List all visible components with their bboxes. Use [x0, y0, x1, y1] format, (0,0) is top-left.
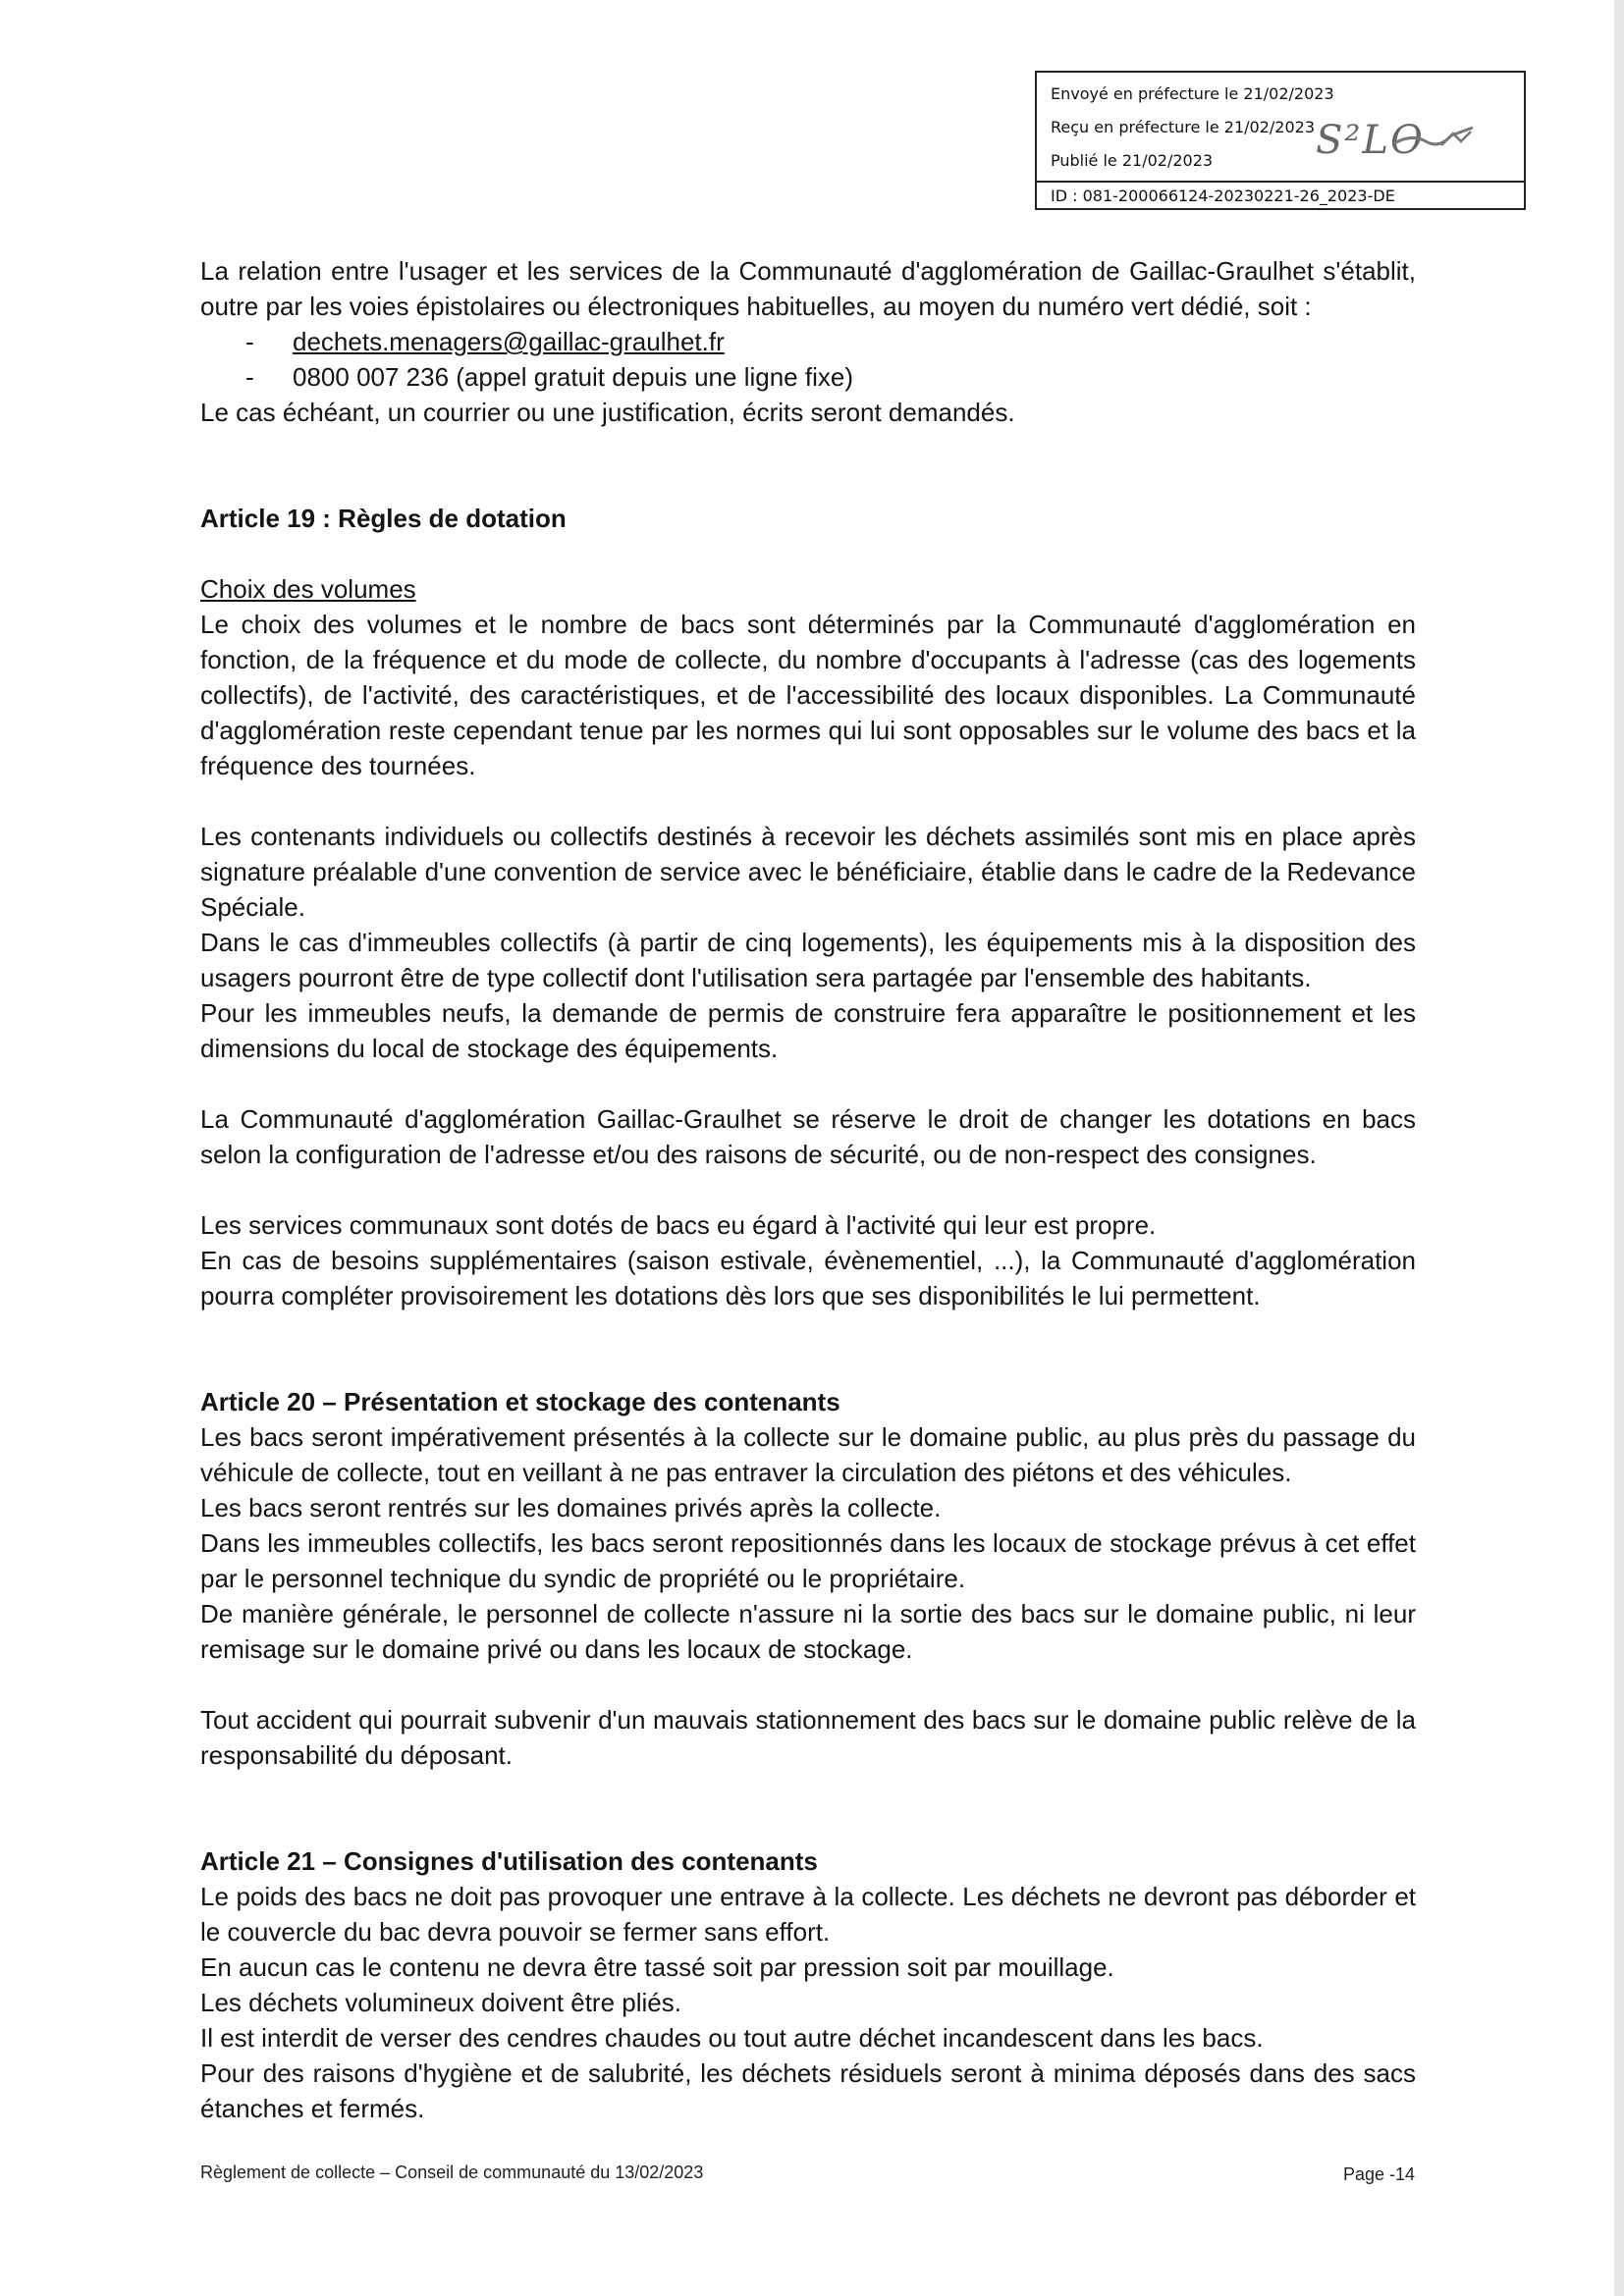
article21-p1: Le poids des bacs ne doit pas provoquer une entrave à la collecte. Les déchets ne devront pas déborder et le couvercle du bac devra pouvoir se fermer sans effort. [200, 1882, 1416, 1947]
stamp-published: Publié le 21/02/2023 [1051, 151, 1214, 170]
article19-p3: Dans le cas d'immeubles collectifs (à partir de cinq logements), les équipements mis à la disposition des usagers pourront être de type collectif dont l'utilisation sera partagée par l'ensemble des habitants. [200, 928, 1416, 992]
document-body [200, 253, 1416, 2126]
article21-p3: Les déchets volumineux doivent être pliés. [200, 1988, 681, 2017]
signature-logo: S²LO [1316, 118, 1425, 163]
article19-p7: En cas de besoins supplémentaires (saison estivale, évènementiel, ...), la Communauté d'agglomération pourra compléter provisoirement les dotations dès lors que ses disponibilités le lui permettent. [200, 1246, 1416, 1310]
footer-page-number: Page -14 [1343, 2164, 1416, 2184]
intro-closing: Le cas échéant, un courrier ou une justification, écrits seront demandés. [200, 398, 1015, 427]
article20-p5: Tout accident qui pourrait subvenir d'un mauvais stationnement des bacs sur le domaine public relève de la responsabilité du déposant. [200, 1705, 1416, 1770]
article19-p4: Pour les immeubles neufs, la demande de permis de construire fera apparaître le positionnement et les dimensions du local de stockage des équipements. [200, 998, 1416, 1063]
contact-email-item: - dechets.menagers@gaillac-graulhet.fr [245, 327, 725, 356]
article19-p6: Les services communaux sont dotés de bacs eu égard à l'activité qui leur est propre. [200, 1210, 1157, 1240]
article19-p5: La Communauté d'agglomération Gaillac-Graulhet se réserve le droit de changer les dotations en bacs selon la configuration de l'adresse et/ou des raisons de sécurité, ou de non-respect des consignes. [200, 1104, 1416, 1169]
article21-title: Article 21 – Consignes d'utilisation des contenants [200, 1846, 818, 1876]
signature-flourish-icon [1392, 124, 1475, 153]
contact-email-link[interactable]: dechets.menagers@gaillac-graulhet.fr [293, 327, 725, 356]
stamp-received: Reçu en préfecture le 21/02/2023 [1051, 118, 1315, 136]
stamp-id: ID : 081-200066124-20230221-26_2023-DE [1037, 181, 1524, 205]
article20-title: Article 20 – Présentation et stockage des contenants [200, 1387, 840, 1416]
article21-p5: Pour des raisons d'hygiène et de salubrité, les déchets résiduels seront à minima déposés dans des sacs étanches et fermés. [200, 2058, 1416, 2123]
article20-p4: De manière générale, le personnel de collecte n'assure ni la sortie des bacs sur le domaine public, ni leur remisage sur le domaine privé ou dans les locaux de stockage. [200, 1599, 1416, 1664]
article20-p1: Les bacs seront impérativement présentés à la collecte sur le domaine public, au plus près du passage du véhicule de collecte, tout en veillant à ne pas entraver la circulation des piétons et des véhicules. [200, 1422, 1416, 1487]
intro-paragraph: La relation entre l'usager et les services de la Communauté d'agglomération de Gaillac-Graulhet s'établit, outre par les voies épistolaires ou électroniques habituelles, au moyen du numéro vert dédié, soit : [200, 256, 1416, 321]
stamp-sent: Envoyé en préfecture le 21/02/2023 [1051, 84, 1334, 103]
contact-phone-item: - 0800 007 236 (appel gratuit depuis une ligne fixe) [245, 362, 853, 392]
scan-edge [1614, 0, 1624, 2296]
article21-p4: Il est interdit de verser des cendres chaudes ou tout autre déchet incandescent dans les bacs. [200, 2023, 1264, 2053]
article19-subtitle: Choix des volumes [200, 574, 416, 604]
article20-p2: Les bacs seront rentrés sur les domaines privés après la collecte. [200, 1493, 942, 1522]
article20-p3: Dans les immeubles collectifs, les bacs seront repositionnés dans les locaux de stockage prévus à cet effet par le personnel technique du syndic de propriété ou le propriétaire. [200, 1528, 1416, 1593]
contact-phone: 0800 007 236 (appel gratuit depuis une ligne fixe) [293, 362, 853, 392]
article19-title: Article 19 : Règles de dotation [200, 504, 567, 533]
article19-p1: Le choix des volumes et le nombre de bacs sont déterminés par la Communauté d'agglomération en fonction, de la fréquence et du mode de collecte, du nombre d'occupants à l'adresse (cas des logements collectifs), de l'activité, des caractéristiques, et de l'accessibilité des locaux disponibles. La Communauté d'agglomération reste cependant tenue par les normes qui lui sont opposables sur le volume des bacs et la fréquence des tournées. [200, 610, 1416, 780]
article21-p2: En aucun cas le contenu ne devra être tassé soit par pression soit par mouillage. [200, 1952, 1114, 1982]
footer-document-title: Règlement de collecte – Conseil de communauté du 13/02/2023 [200, 2163, 704, 2182]
article19-p2: Les contenants individuels ou collectifs destinés à recevoir les déchets assimilés sont mis en place après signature préalable d'une convention de service avec le bénéficiaire, établie dans le cadre de la Redevance Spéciale. [200, 822, 1416, 922]
contact-list [200, 324, 1416, 395]
